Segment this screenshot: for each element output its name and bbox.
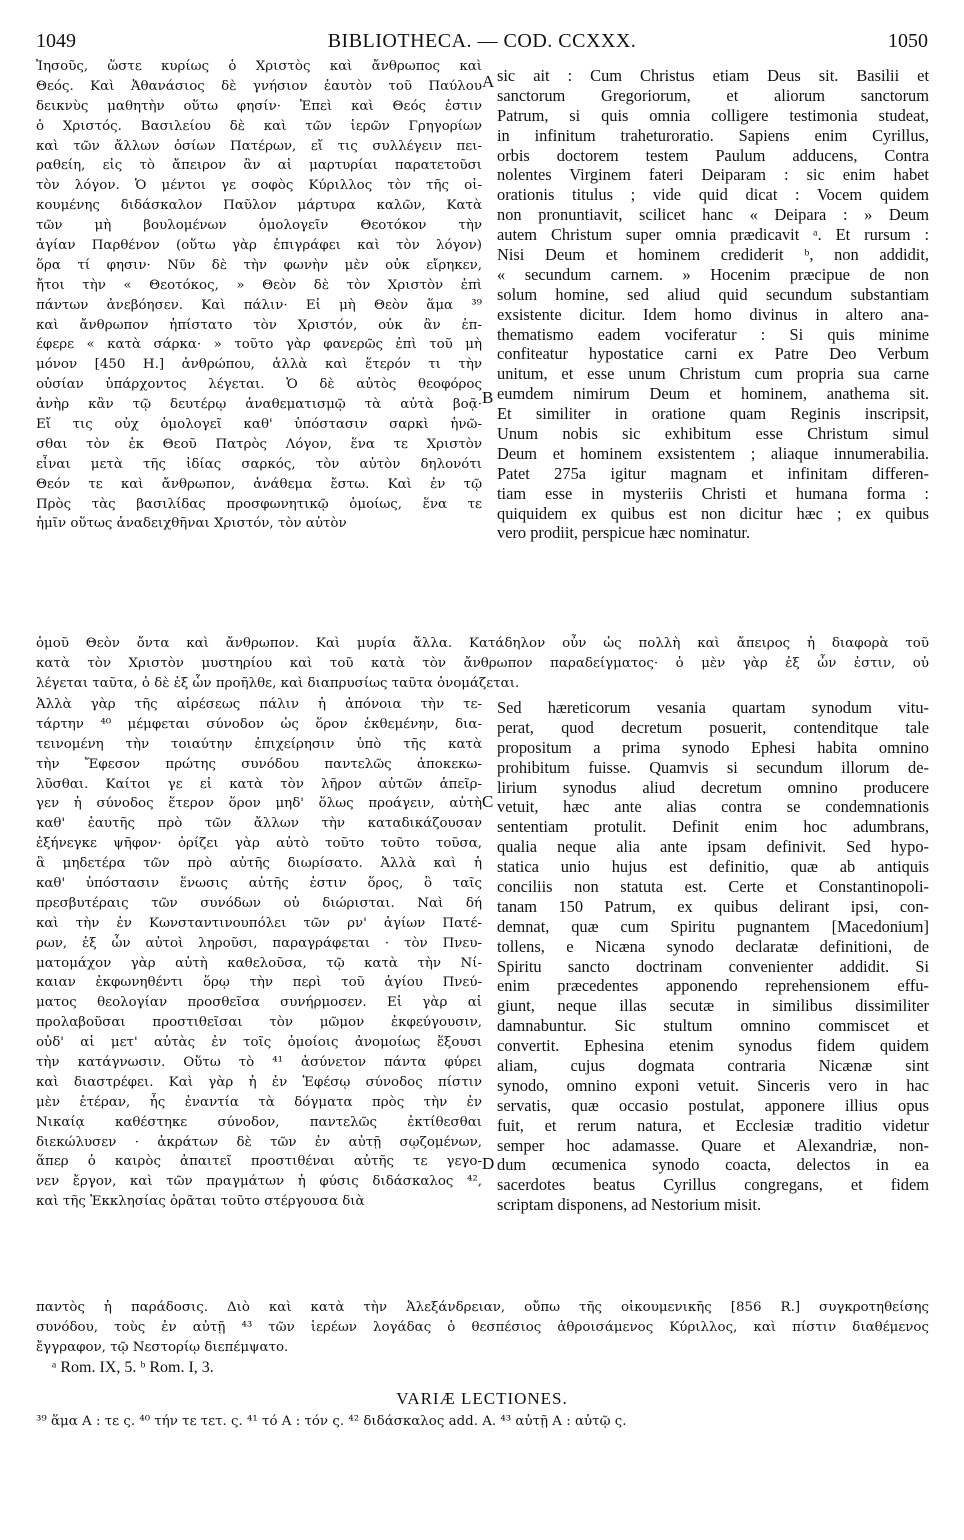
text-line: statica unio hujus est definitio, quæ ab antiquis	[497, 857, 929, 877]
text-line: κουμένης διδάσκαλον Παῦλον μάρτυρα καλῶν, Κατὰ	[36, 198, 482, 214]
text-line: solum homine, sed aliud quid secundum substantiam	[497, 284, 929, 304]
text-line: orationis titulus ; vide quid dicat : Vocem quidem	[497, 185, 929, 205]
text-line: οὐσίαν ὑπάρχοντος λέγεται. Ὁ δὲ αὐτὸς θεοφόρος	[36, 377, 482, 393]
text-line: ματομάχον γὰρ αὐτὴ καθελοῦσα, τῷ κατὰ τὴν Νί-	[36, 955, 482, 971]
text-line: tollens, e Nicæna synodo declaratæ definitioni, de	[497, 936, 929, 956]
text-line: Πρὸς τὰς βασιλίδας προσφωνητικῷ ὁμοίως, ἕνα τε	[36, 496, 482, 512]
text-line: Sed hæreticorum vesania quartam synodum vitu-	[497, 698, 929, 717]
greek-full-width-top	[36, 634, 929, 694]
text-line: giunt, neque illas secutæ in similibus dissimiliter	[497, 996, 929, 1016]
text-line: quiquidem ex quibus est non dicitur hæc ; ex quibus	[497, 503, 929, 523]
variae-lectiones-text: ³⁹ ἅμα A : τε ς. ⁴⁰ τήν τε τετ. ς. ⁴¹ τό A : τόν ς. ⁴² διδάσκαλος add. A. ⁴³ αὐτῇ A : αὐτῷ ς.	[36, 1414, 627, 1429]
text-line: sic ait : Cum Christus etiam Deus sit. Basilii et	[497, 66, 929, 85]
text-line: Εἴ τις οὐχ ὁμολογεῖ καθ' ὑπόστασιν σαρκὶ ἡνῶ-	[36, 417, 482, 433]
greek-full-width-bottom	[36, 1298, 929, 1358]
text-line: καιαν ἐκφωνηθέντι ὅρῳ τὴν περὶ τοῦ ἁγίου Πνεύ-	[36, 975, 482, 991]
text-line: τάρτην ⁴⁰ μέμφεται σύνοδον ὡς ὅρον ἐκθεμένην, δια-	[36, 716, 482, 732]
text-line: τὴν Ἔφεσον πρώτης συνόδου παντελῶς ἀποκεκω-	[36, 756, 482, 772]
page-header	[36, 30, 928, 56]
text-line: conciliis non statuta est. Certe et Constantinopoli-	[497, 877, 929, 897]
text-line: synodo, omnino exponi vetuit. Sinceris vero in hac	[497, 1075, 929, 1095]
text-line: ἤτοι τὴν « Θεοτόκος, » Θεὸν δὲ τὸν Χριστὸν ἐπὶ	[36, 277, 482, 293]
text-line: ματος θεολογίαν προσθεῖσα συνήρμοσεν. Εἰ γὰρ αἱ	[36, 995, 482, 1011]
text-line: unitum, et esse unum Christum cum propria sua carne	[497, 364, 929, 384]
text-line: διεκώλυσεν · ἀκράτων δὲ τῶν ἐν αὐτῇ σῳζομένων,	[36, 1134, 482, 1150]
text-line: έφερε « κατὰ σάρκα· » τοῦτο γὰρ φανερῶς ἐπὶ τοῦ μὴ	[36, 337, 482, 353]
text-line: semper hoc adamasse. Quare et Alexandriæ, non-	[497, 1135, 929, 1155]
text-line: καὶ τῆς Ἐκκλησίας ὁρᾶται τοῦτο στέργουσα διὰ	[36, 1194, 365, 1210]
text-line: νεν ἔργον, καὶ τῶν πραγμάτων ἡ φύσις διδάσκαλος ⁴²,	[36, 1174, 482, 1190]
page-number-left: 1049	[36, 30, 76, 52]
text-line: in infinitum traheturoratio. Sapiens enim Cyrillus,	[497, 125, 929, 145]
text-line: μόνον [450 H.] ἀνθρώπου, ἀλλὰ καὶ ἕτερόν τι τὴν	[36, 357, 482, 373]
margin-marker-c: C	[482, 792, 494, 811]
text-line: καὶ ἄνθρωπον ἠπίστατο τὸν Χριστόν, οὐκ ἂν ἐπ-	[36, 317, 482, 333]
text-line: τῶν μὴ βουλομένων ὁμολογεῖν Θεοτόκον τὴν	[36, 218, 482, 234]
text-line: sacerdotes beatus Cyrillus congregans, et fidem	[497, 1175, 929, 1195]
text-line: ἡμῖν οὕτως ἀναδειχθῆναι Χριστόν, τὸν αὐτὸν	[36, 516, 347, 532]
text-line: δεικνὺς μαθητὴν οὕτω φησίν· Ἐπεὶ καὶ Θεός ἐστιν	[36, 98, 482, 114]
text-line: scriptam disponens, ad Nestorium misit.	[497, 1195, 762, 1215]
text-line: damnabuntur. Sic stultum omnino commiscet et	[497, 1016, 929, 1036]
text-line: τὸν λόγον. Ὁ μέντοι γε σοφὸς Κύριλλος τὸν τῆς οἰ-	[36, 178, 482, 194]
text-line: ὁ Χριστός. Βασιλείου δὲ καὶ τῶν ἱερῶν Γρηγορίων	[36, 118, 482, 134]
margin-marker-a: A	[482, 72, 495, 91]
text-line: Ἀλλὰ γὰρ τῆς αἱρέσεως πάλιν ἡ ἀπόνοια τὴν τε-	[36, 697, 482, 712]
text-line: Deum et hominem exsistentem ; aliaque innumerabilia.	[497, 443, 929, 463]
text-line: οὐδ' αἱ μετ' αὐτὰς ἐν τοῖς ὁμοίοις ἀνομοίως ἕξουσι	[36, 1035, 482, 1051]
text-line: confiteatur hypostatice carni ex Patre Deo Verbum	[497, 344, 929, 364]
text-line: orbis doctorem testem Paulum adducens, Contra	[497, 145, 929, 165]
text-line: sententiam protulit. Definit enim hoc adumbrans,	[497, 817, 929, 837]
text-line: σθαι τὸν ἐκ Θεοῦ Πατρὸς Λόγον, ἕνα τε Χριστὸν	[36, 436, 482, 452]
text-line: ρων, ἐξ ὧν αὐτοὶ ληροῦσι, παραγράφεται · τὸν Πνευ-	[36, 935, 482, 951]
text-line: Patet 275a igitur magnam et infinitam differen-	[497, 463, 929, 483]
text-line: πρεσβυτέραις τῶν συνόδων οὐ διώρισται. Ναὶ δή	[36, 895, 482, 911]
text-line: convertit. Ephesina etenim synodus fidem quidem	[497, 1036, 929, 1056]
text-line: ἁγίαν Παρθένον (οὕτω γὰρ ἐπιγράφει καὶ τὸν λόγον)	[36, 238, 482, 254]
text-line: tiam esse in mysteriis Christi et humana forma :	[497, 483, 929, 503]
text-line: autem Christum super omnia prædicavit ᵃ. Et rursum :	[497, 225, 929, 245]
text-line: τὴν κατάγνωσιν. Οὕτω τὸ ⁴¹ ἀσύνετον πάντα φύρει	[36, 1055, 482, 1071]
text-line: dum œcumenica synodo coacta, delectos in ea	[497, 1155, 929, 1175]
text-line: aliam, cujus dogmata contraria Nicænæ sint	[497, 1056, 929, 1076]
text-line: Et similiter in oratione quam Reginis inscripsit,	[497, 404, 929, 424]
margin-marker-d: D	[482, 1154, 495, 1173]
text-line: perat, quod decretum posuerit, contenditque tale	[497, 717, 929, 737]
text-line: Nisi Deum et hominem crediderit ᵇ, non addidit,	[497, 245, 929, 265]
text-line: τεινομένη τὴν τοιαύτην ἐπιχείρησιν ὑπὸ τῆς κατὰ	[36, 736, 482, 752]
text-line: ἐξήνεγκε ψῆφον· ὁρίζει γὰρ αὐτὸ τοῦτο τοῦτο τοῦσα,	[36, 836, 482, 852]
text-line: συνόδου, τοὺς ἐν αὐτῇ ⁴³ τῶν ἱερέων λογάδας ὁ θεσπέσιος ἀθροισάμενος Κύριλλος, καὶ πίστιν διαθέμενος	[36, 1319, 929, 1335]
variae-lectiones-title: VARIÆ LECTIONES.	[396, 1389, 568, 1408]
text-line: eumdem nimirum Deum et hominem, anathema sit.	[497, 384, 929, 404]
text-line: καθ' ἑαυτῆς πρὸ τῶν ἄλλων τὴν καταδικάζουσαν	[36, 816, 482, 832]
page-number-right: 1050	[888, 30, 928, 52]
text-line: nolentes Virginem fateri Deiparam : sic enim habet	[497, 165, 929, 185]
margin-marker-b: B	[482, 388, 494, 407]
text-line: λέγεται ταῦτα, ὁ δὲ ἐξ ὧν προῆλθε, καὶ διαπρυσίως ταῦτα ὀνομάζεται.	[36, 675, 520, 691]
text-line: qualia neque alia ante ipsam definivit. Sed hypo-	[497, 837, 929, 857]
text-line: Θεός. Καὶ Ἀθανάσιος δὲ γνήσιον ἑαυτὸν τοῦ Παύλου	[36, 78, 482, 94]
text-line: tanam 150 Patrum, ex quibus delirant ipsi, con-	[497, 896, 929, 916]
running-title: BIBLIOTHECA. — COD. CCXXX.	[327, 30, 637, 52]
text-line: enim præcedentes apponendo reprehensionem effu-	[497, 976, 929, 996]
text-line: vero prodiit, perspicue hæc nominatur.	[497, 523, 751, 543]
latin-column-top	[497, 66, 929, 543]
text-line: sanctorum Gregoriorum, et aliorum sanctorum	[497, 85, 929, 105]
text-line: lirium synodus aliud decretum omnino producere	[497, 777, 929, 797]
text-line: thematismo eadem vociferatur : Si quis minime	[497, 324, 929, 344]
text-line: Νικαίᾳ καθέστηκε σύνοδον, παντελῶς ἐκτίθεσθαι	[36, 1114, 482, 1130]
text-line: Ἰησοῦς, ὥστε κυρίως ὁ Χριστὸς καὶ ἄνθρωπος καὶ	[36, 59, 482, 74]
greek-column-bottom	[36, 695, 482, 1212]
text-line: propositum a prima synodo Ephesi habita omnino	[497, 737, 929, 757]
text-line: non pronuntiavit, scilicet hanc « Deipara : » Deum	[497, 205, 929, 225]
text-line: Spiritu sancto doctrinam convenienter addidit. Si	[497, 956, 929, 976]
text-line: ραθείη, εἰς τὸ ἄπειρον ἂν αἱ μαρτυρίαι παρατετοῦσι	[36, 158, 482, 174]
text-line: καὶ τῶν ἄλλων ὁσίων Πατέρων, εἴ τις συλλέγειν πει-	[36, 138, 482, 154]
text-line: Unum nobis sic exhibitum esse Christum simul	[497, 424, 929, 444]
text-line: μὲν ἑτέραν, ἧς ἐναντία τὰ δόγματα πρὸς τὴν ἐν	[36, 1094, 482, 1110]
text-line: servatis, quæ occasio postulat, apponere illius opus	[497, 1095, 929, 1115]
text-line: καὶ τὴν ἐν Κωνσταντινουπόλει τῶν ρν' ἁγίων Πατέ-	[36, 915, 482, 931]
text-line: γεν ἡ σύνοδος ἕτερον ὅρον μηδ' ὅλως προάγειν, αὐτὴ	[36, 796, 482, 812]
text-line: fuit, et rerum natura, et Ecclesiæ traditio videtur	[497, 1115, 929, 1135]
text-line: προλαβοῦσαι προστιθεῖσαι τὸν μῶμον ἐκφεύγουσιν,	[36, 1015, 482, 1031]
text-line: κατὰ τὸν Χριστὸν μυστηρίου καὶ τοῦ κατὰ τὸν ἄνθρωπον παραδείγματος· ὁ μὲν γὰρ ἐξ ὧν ἐστιν, οὐ	[36, 655, 929, 671]
text-line: λῦσθαι. Καίτοι γε εἰ κατὰ τὸν λῆρον αὐτῶν ἀπεῖρ-	[36, 776, 482, 792]
greek-column-top	[36, 57, 482, 534]
text-line: ἃ μηδετέρα τῶν πρὸ αὐτῆς διωρίσατο. Ἀλλὰ καὶ ἡ	[36, 856, 482, 872]
footnotes: ᵃ Rom. IX, 5. ᵇ Rom. I, 3.	[52, 1359, 214, 1376]
text-line: εἶναι μετὰ τῆς ἰδίας σαρκός, τὸν αὐτὸν δηλονότι	[36, 456, 482, 472]
text-line: ὅρα τί φησιν· Νῦν δὲ τὴν φωνὴν μὲν οὐκ εἴρηκεν,	[36, 257, 482, 273]
text-line: ὁμοῦ Θεὸν ὄντα καὶ ἄνθρωπον. Καὶ μυρία ἄλλα. Κατάδηλον οὖν ὡς πολλὴ καὶ ἄπειρος ἡ διαφορὰ τοῦ	[36, 636, 929, 651]
text-line: prohibitum fuisse. Quamvis si secundum illorum de-	[497, 757, 929, 777]
text-line: exsistente dicitur. Idem homo divinus in altero ana-	[497, 304, 929, 324]
text-line: ἔγγραφον, τῷ Νεστορίῳ διεπέμψατο.	[36, 1339, 289, 1355]
text-line: demnat, quæ cum Spiritu pugnantem [Macedonium]	[497, 916, 929, 936]
text-line: Patrum, si quis omnia colligere testimonia studeat,	[497, 105, 929, 125]
text-line: πάντων ἀνεβόησεν. Καὶ πάλιν· Εἰ μὴ Θεὸν ἅμα ³⁹	[36, 297, 482, 313]
text-line: ἅπερ ὁ καιρὸς ἀπαιτεῖ προστιθέναι αὐτῆς τε γεγο-	[36, 1154, 482, 1170]
text-line: καὶ διαστρέφει. Καὶ γὰρ ἡ ἐν Ἐφέσῳ σύνοδος πίστιν	[36, 1074, 482, 1090]
latin-column-bottom	[497, 698, 929, 1215]
text-line: « secundum carnem. » Hocenim præcipue de non	[497, 264, 929, 284]
text-line: καθ' ὑπόστασιν ἕνωσις αὐτῆς ἐστιν ὅρος, ὃ ταῖς	[36, 876, 482, 892]
text-line: vetuit, hæc ante alias contra se condemnationis	[497, 797, 929, 817]
text-line: Θεόν τε καὶ ἄνθρωπον, ἀνάθεμα ἔστω. Καὶ ἐν τῷ	[36, 476, 482, 492]
text-line: ἀνὴρ κἂν τῷ δευτέρῳ ἀναθεματισμῷ τὰ αὐτὰ βοᾷ·	[36, 397, 482, 413]
text-line: παντὸς ἡ παράδοσις. Διὸ καὶ κατὰ τὴν Ἀλεξάνδρειαν, οὔπω τῆς οἰκουμενικῆς [856 R.] συγκροτηθείσης	[36, 1300, 929, 1315]
